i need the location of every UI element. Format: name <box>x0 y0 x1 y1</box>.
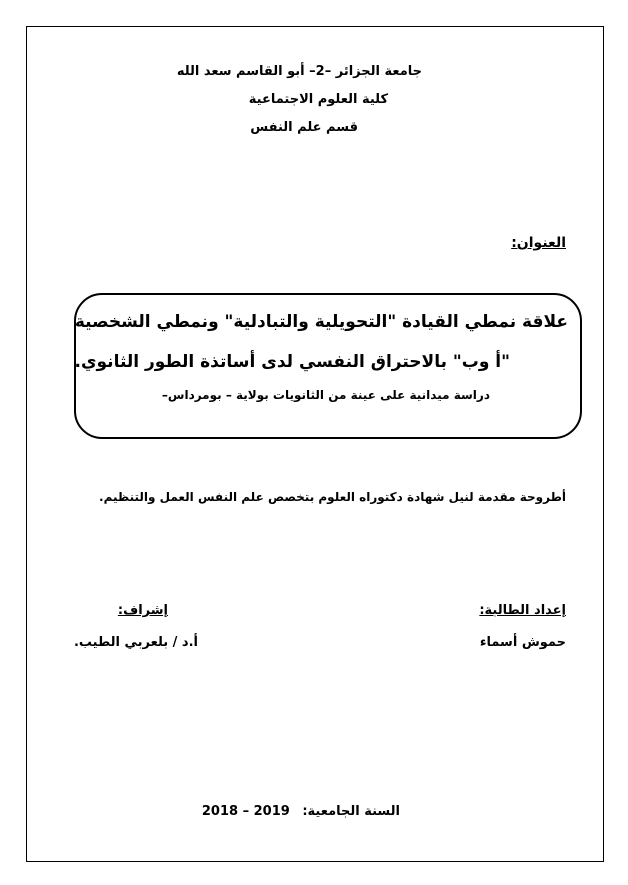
title-label: العنوان: <box>511 235 566 251</box>
student-name: حموش أسماء <box>479 635 566 650</box>
student-label: إعداد الطالبة: <box>479 603 566 618</box>
department-name: قسم علم النفس <box>250 120 358 135</box>
academic-year-value: 2018 – 2019 <box>201 804 290 819</box>
faculty-name: كلية العلوم الاجتماعية <box>248 92 388 107</box>
academic-year-label: السنة الجامعية: <box>302 804 400 819</box>
supervisor-name: أ.د / بلعربي الطيب. <box>73 635 198 650</box>
page-border <box>26 26 604 862</box>
academic-year <box>202 804 400 819</box>
university-name: جامعة الجزائر –2– أبو القاسم سعد الله <box>176 64 422 79</box>
thesis-statement: أطروحة مقدمة لنيل شهادة دكتوراه العلوم بتخصص علم النفس العمل والتنظيم. <box>99 490 566 504</box>
title-line-1: علاقة نمطي القيادة "التحويلية والتبادلية" ونمطي الشخصية <box>74 312 568 332</box>
title-line-2: "أ وب" بالاحتراق النفسي لدى أساتذة الطور الثانوي. <box>74 352 510 372</box>
title-subtitle: دراسة ميدانية على عينة من الثانويات بولاية – بومرداس– <box>161 388 490 402</box>
supervisor-label: إشراف: <box>117 603 168 618</box>
